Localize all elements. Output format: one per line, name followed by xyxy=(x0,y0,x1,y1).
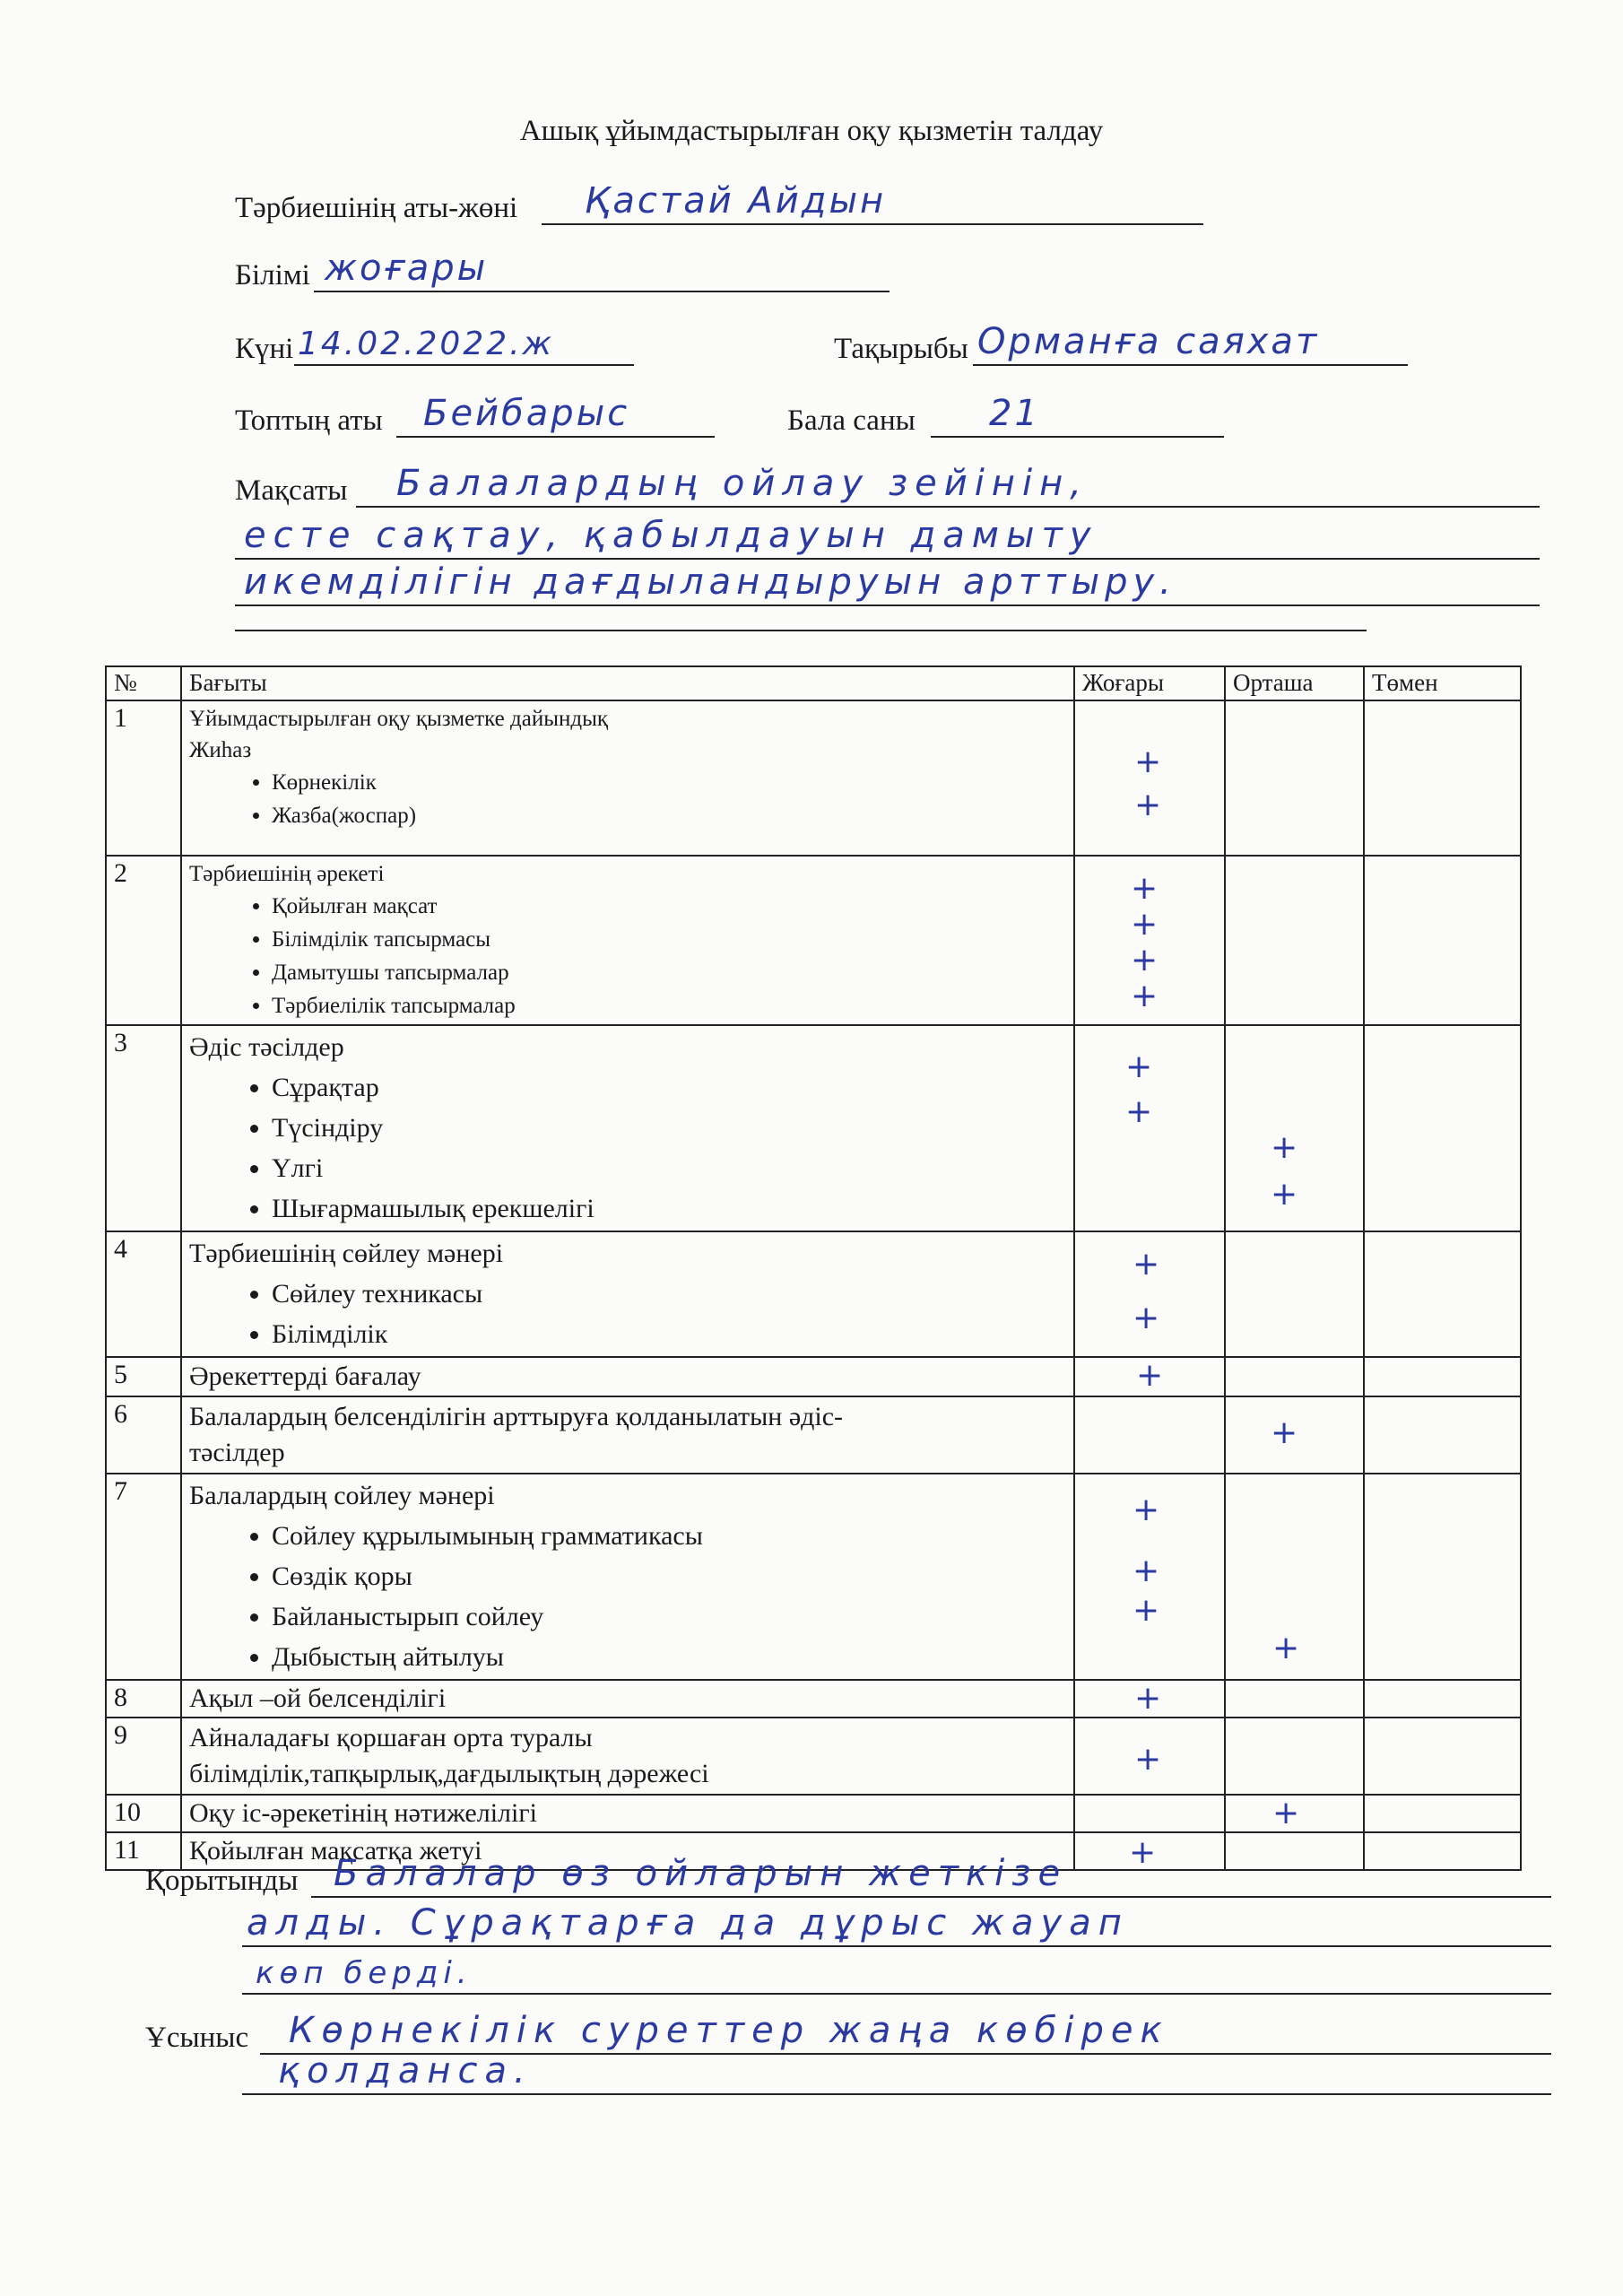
row-number: 9 xyxy=(106,1718,181,1795)
low-mark-cell xyxy=(1364,1396,1521,1474)
list-item: • Байланыстырып сойлеу xyxy=(272,1596,1066,1637)
education-field xyxy=(235,248,890,292)
proposal-label: Ұсыныс xyxy=(145,2022,249,2054)
group-label: Топтың аты xyxy=(235,404,383,437)
table-row xyxy=(106,1025,1521,1231)
mark-plus: + xyxy=(1133,1552,1160,1589)
medium-mark-cell xyxy=(1225,1795,1364,1832)
mark-plus: + xyxy=(1131,942,1159,978)
topic-label: Тақырыбы xyxy=(834,333,968,365)
row-direction xyxy=(181,1795,1074,1832)
goal-row-4 xyxy=(235,590,1367,631)
low-mark-cell xyxy=(1364,1025,1521,1231)
high-mark-cell xyxy=(1074,1474,1225,1680)
goal-text-line-3: икемділігін дағдыландыруын арттыру. xyxy=(244,561,1176,603)
list-item: • Дыбыстың айтылуы xyxy=(272,1637,1066,1677)
row-title: Тәрбиешінің сөйлеу мәнері xyxy=(189,1239,504,1268)
teacher-name-value: Қастай Айдын xyxy=(585,180,887,222)
goal-label: Мақсаты xyxy=(235,474,348,507)
row-direction xyxy=(181,700,1074,856)
row-title: Оқу іс-әрекетінің нәтижелілігі xyxy=(189,1798,537,1828)
row-number: 8 xyxy=(106,1680,181,1718)
row-direction xyxy=(181,1680,1074,1718)
low-mark-cell xyxy=(1364,1474,1521,1680)
education-value: жоғары xyxy=(325,248,489,289)
list-item: • Сөйлеу техникасы xyxy=(272,1274,1066,1314)
row-title-line: Айналадағы қоршаған орта туралы xyxy=(189,1723,593,1752)
row-title: Ақыл –ой белсенділігі xyxy=(189,1683,447,1713)
high-mark-cell xyxy=(1074,1357,1225,1396)
table-row xyxy=(106,1396,1521,1474)
goal-row-2 xyxy=(235,515,1540,560)
high-mark-cell xyxy=(1074,700,1225,856)
list-item: • Жазба(жоспар) xyxy=(272,799,1066,832)
teacher-name-label: Тәрбиешінің аты-жөні xyxy=(235,192,518,224)
table-row xyxy=(106,1680,1521,1718)
mark-plus: + xyxy=(1125,1093,1153,1130)
medium-mark-cell xyxy=(1225,1680,1364,1718)
col-header-low: Төмен xyxy=(1364,666,1521,700)
mark-plus: + xyxy=(1134,744,1162,780)
medium-mark-cell xyxy=(1225,700,1364,856)
high-mark-cell xyxy=(1074,1396,1225,1474)
conclusion-line-3 xyxy=(242,1993,1551,1995)
row-direction xyxy=(181,856,1074,1025)
goal-line-2 xyxy=(235,558,1540,560)
row-number: 3 xyxy=(106,1025,181,1231)
table-row xyxy=(106,1231,1521,1357)
medium-mark-cell xyxy=(1225,1718,1364,1795)
row-title-line: тәсілдер xyxy=(189,1438,285,1467)
list-item: • Шығармашылық ерекшелігі xyxy=(272,1188,1066,1229)
conclusion-field xyxy=(145,1853,1551,1898)
teacher-name-field xyxy=(235,180,1203,225)
date-value: 14.02.2022.ж xyxy=(298,326,554,362)
low-mark-cell xyxy=(1364,1357,1521,1396)
list-item: • Дамытушы тапсырмалар xyxy=(272,956,1066,989)
row-title: Тәрбиешінің әрекеті xyxy=(189,862,385,886)
col-header-medium: Орташа xyxy=(1225,666,1364,700)
medium-mark-cell xyxy=(1225,1231,1364,1357)
list-item: • Түсіндіру xyxy=(272,1108,1066,1148)
mark-plus: + xyxy=(1272,1630,1300,1666)
mark-plus: + xyxy=(1133,1492,1160,1528)
list-item: • Қойылған мақсат xyxy=(272,890,1066,923)
proposal-text-line-2: қолданса. xyxy=(278,2050,533,2092)
goal-text-line-1: Балалардың ойлау зейінін, xyxy=(396,463,1089,504)
row-items xyxy=(189,1067,1066,1229)
list-item: • Сойлеу құрылымының грамматикасы xyxy=(272,1516,1066,1556)
mark-plus: + xyxy=(1272,1795,1300,1831)
table-row xyxy=(106,856,1521,1025)
medium-mark-cell xyxy=(1225,856,1364,1025)
mark-plus: + xyxy=(1131,906,1159,943)
table-row xyxy=(106,1795,1521,1832)
conclusion-text-line-2: алды. Сұрақтарға да дұрыс жауап xyxy=(247,1902,1129,1944)
row-items xyxy=(189,1274,1066,1354)
high-mark-cell xyxy=(1074,1680,1225,1718)
mark-plus: + xyxy=(1131,978,1159,1014)
list-item: • Білімділік xyxy=(272,1314,1066,1354)
goal-field xyxy=(235,463,1540,508)
medium-mark-cell xyxy=(1225,1025,1364,1231)
row-number: 2 xyxy=(106,856,181,1025)
mark-plus: + xyxy=(1129,1834,1157,1871)
row-title: Балалардың сойлеу мәнері xyxy=(189,1481,495,1510)
row-title-line: Балалардың белсенділігін арттыруға қолданылатын әдіс- xyxy=(189,1402,844,1431)
list-item: • Сұрақтар xyxy=(272,1067,1066,1108)
conclusion-text-line-1: Балалар өз ойларын жеткізе xyxy=(334,1853,1068,1894)
proposal-text-line-1: Көрнекілік суреттер жаңа көбірек xyxy=(289,2010,1169,2051)
conclusion-label: Қорытынды xyxy=(145,1865,299,1897)
proposal-field xyxy=(145,2010,1551,2055)
row-items xyxy=(189,890,1066,1022)
high-mark-cell xyxy=(1074,1718,1225,1795)
row-direction xyxy=(181,1231,1074,1357)
topic-line xyxy=(973,364,1408,366)
row-items xyxy=(189,766,1066,832)
medium-mark-cell xyxy=(1225,1396,1364,1474)
row-subtitle: Жиһаз xyxy=(189,738,252,762)
row-number: 1 xyxy=(106,700,181,856)
row-title: Қойылған мақсатқа жетуі xyxy=(189,1836,482,1866)
group-line xyxy=(396,436,715,438)
table-row xyxy=(106,1474,1521,1680)
education-line xyxy=(314,291,890,292)
row-direction xyxy=(181,1718,1074,1795)
conclusion-row-2 xyxy=(242,1902,1551,1947)
col-header-direction: Бағыты xyxy=(181,666,1074,700)
row-title-line: білімділік,тапқырлық,дағдылықтың дәрежесі xyxy=(189,1759,709,1788)
mark-plus: + xyxy=(1133,1246,1160,1283)
list-item: • Білімділік тапсырмасы xyxy=(272,923,1066,956)
group-value: Бейбарыс xyxy=(423,393,630,434)
topic-value: Орманға саяхат xyxy=(977,321,1320,362)
date-line xyxy=(294,364,634,366)
table-row xyxy=(106,1718,1521,1795)
row-direction xyxy=(181,1025,1074,1231)
table-header-row xyxy=(106,666,1521,700)
children-count-label: Бала саны xyxy=(787,404,916,437)
row-title: Ұйымдастырылған оқу қызметке дайындық xyxy=(189,707,609,731)
row-number: 5 xyxy=(106,1357,181,1396)
row-number: 10 xyxy=(106,1795,181,1832)
row-number: 11 xyxy=(106,1832,181,1870)
high-mark-cell xyxy=(1074,1025,1225,1231)
row-direction xyxy=(181,1396,1074,1474)
date-label: Күні xyxy=(235,333,294,365)
list-item: • Үлгі xyxy=(272,1148,1066,1188)
row-number: 6 xyxy=(106,1396,181,1474)
table-row xyxy=(106,700,1521,856)
low-mark-cell xyxy=(1364,856,1521,1025)
row-direction xyxy=(181,1357,1074,1396)
high-mark-cell xyxy=(1074,1231,1225,1357)
goal-text-line-2: есте сақтау, қабылдауын дамыту xyxy=(244,515,1098,556)
goal-line-1 xyxy=(356,506,1540,508)
low-mark-cell xyxy=(1364,1795,1521,1832)
list-item: • Көрнекілік xyxy=(272,766,1066,799)
children-count-value: 21 xyxy=(989,393,1040,434)
medium-mark-cell xyxy=(1225,1474,1364,1680)
group-field xyxy=(235,393,715,438)
children-count-field xyxy=(787,393,1224,438)
col-header-number: № xyxy=(106,666,181,700)
conclusion-row-3 xyxy=(242,1953,1551,1995)
row-direction xyxy=(181,1474,1074,1680)
low-mark-cell xyxy=(1364,1680,1521,1718)
high-mark-cell xyxy=(1074,1795,1225,1832)
medium-mark-cell xyxy=(1225,1357,1364,1396)
proposal-row-2 xyxy=(242,2050,1551,2095)
goal-line-4 xyxy=(235,630,1367,631)
teacher-name-line xyxy=(542,223,1203,225)
children-count-line xyxy=(931,436,1224,438)
topic-field xyxy=(834,321,1408,366)
low-mark-cell xyxy=(1364,700,1521,856)
evaluation-table xyxy=(105,665,1522,1871)
mark-plus: + xyxy=(1271,1129,1298,1166)
row-number: 7 xyxy=(106,1474,181,1680)
mark-plus: + xyxy=(1271,1176,1298,1213)
low-mark-cell xyxy=(1364,1231,1521,1357)
mark-plus: + xyxy=(1134,1741,1162,1778)
mark-plus: + xyxy=(1271,1414,1298,1451)
mark-plus: + xyxy=(1134,787,1162,823)
conclusion-line-2 xyxy=(242,1945,1551,1947)
mark-plus: + xyxy=(1131,870,1159,907)
education-label: Білімі xyxy=(235,259,310,291)
row-number: 4 xyxy=(106,1231,181,1357)
row-title: Әрекеттерді бағалау xyxy=(189,1361,421,1391)
high-mark-cell xyxy=(1074,856,1225,1025)
mark-plus: + xyxy=(1134,1680,1162,1717)
table-row xyxy=(106,1357,1521,1396)
row-items xyxy=(189,1516,1066,1677)
col-header-high: Жоғары xyxy=(1074,666,1225,700)
mark-plus: + xyxy=(1125,1048,1153,1085)
list-item: • Сөздік қоры xyxy=(272,1556,1066,1596)
conclusion-line-1 xyxy=(311,1896,1551,1898)
conclusion-text-line-3: көп берді. xyxy=(256,1955,473,1991)
row-title: Әдіс тәсілдер xyxy=(189,1032,344,1062)
list-item: • Тәрбиелілік тапсырмалар xyxy=(272,989,1066,1022)
proposal-line-2 xyxy=(242,2093,1551,2095)
low-mark-cell xyxy=(1364,1718,1521,1795)
form-title: Ашық ұйымдастырылған оқу қызметін талдау xyxy=(519,115,1104,147)
mark-plus: + xyxy=(1136,1357,1164,1394)
mark-plus: + xyxy=(1133,1300,1160,1336)
mark-plus: + xyxy=(1133,1592,1160,1629)
date-field xyxy=(235,325,634,366)
